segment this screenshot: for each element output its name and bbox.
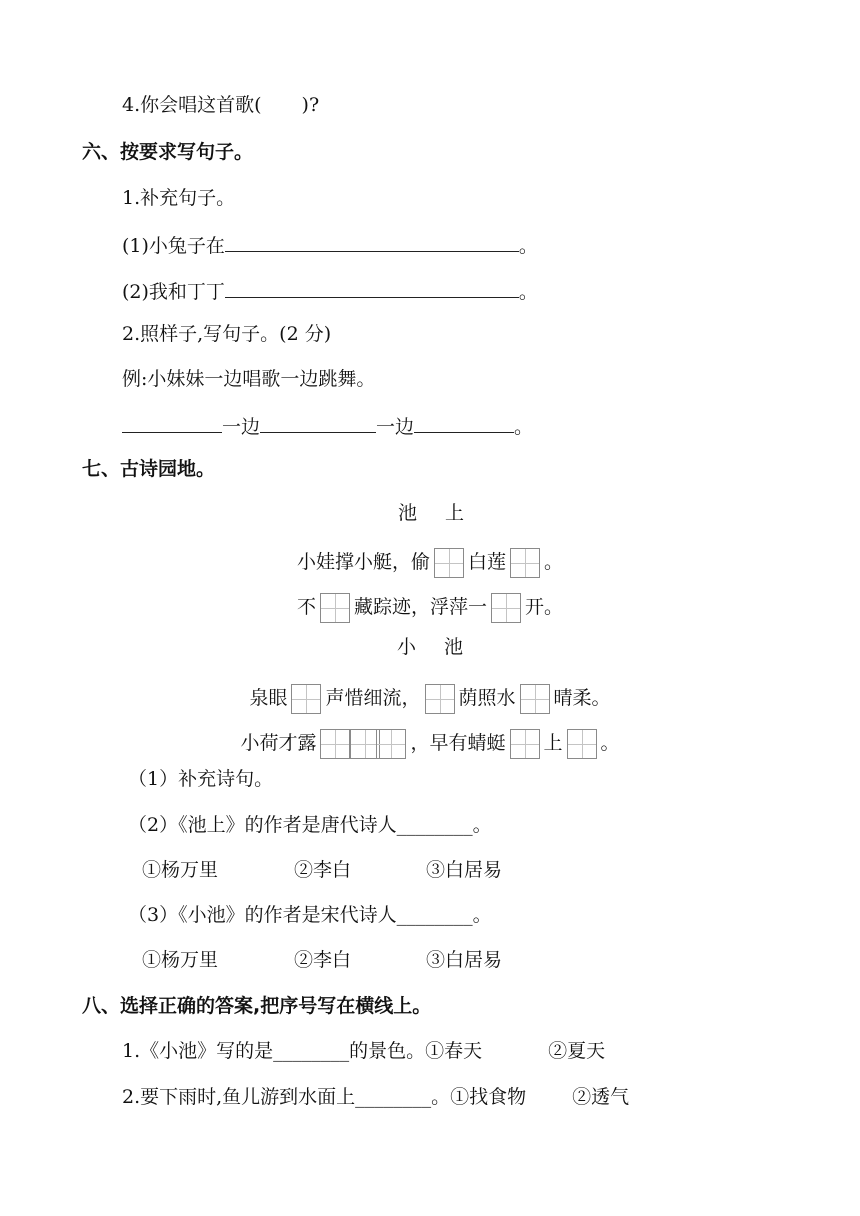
item-prefix: (2)我和丁丁 bbox=[122, 281, 225, 303]
poem-2-line-2: 小荷才露 ，早有蜻蜓 上 。 bbox=[0, 727, 860, 759]
answer-blank[interactable] bbox=[225, 277, 519, 298]
char-box[interactable] bbox=[567, 729, 597, 759]
option-1[interactable]: ①杨万里 bbox=[142, 949, 219, 971]
question-5-4 bbox=[122, 93, 319, 117]
s7-q2-options bbox=[142, 858, 502, 882]
option-2[interactable]: ②李白 bbox=[294, 949, 352, 971]
char-box[interactable] bbox=[434, 548, 464, 578]
item-suffix: 。 bbox=[518, 235, 538, 257]
s6-q1-item-1 bbox=[122, 231, 538, 258]
question-tail: )? bbox=[301, 94, 320, 116]
answer-blank-3[interactable] bbox=[414, 412, 514, 433]
poem-2-title: 小池 bbox=[396, 636, 491, 658]
s6-q1-item-2 bbox=[122, 277, 538, 304]
pattern-word-1: 一边 bbox=[222, 416, 261, 438]
section-7-title: 七、古诗园地。 bbox=[82, 458, 216, 480]
char-box[interactable] bbox=[320, 729, 350, 759]
s7-q3-options bbox=[142, 948, 502, 972]
char-box[interactable] bbox=[376, 729, 406, 759]
poem-1-title: 池上 bbox=[397, 502, 492, 524]
s7-question-2: （2）《池上》的作者是唐代诗人________。 bbox=[128, 814, 492, 836]
pattern-word-2: 一边 bbox=[376, 416, 415, 438]
question-text: 1.《小池》写的是________的景色。①春天 bbox=[122, 1040, 483, 1062]
char-box[interactable] bbox=[491, 593, 521, 623]
s8-question-1 bbox=[122, 1039, 605, 1063]
poem-1-line-2: 不 藏踪迹，浮萍一 开。 bbox=[0, 591, 860, 623]
s6-question-2: 2.照样子,写句子。(2 分) bbox=[122, 323, 332, 345]
option-1[interactable]: ①杨万里 bbox=[142, 859, 219, 881]
question-text: 4.你会唱这首歌( bbox=[122, 94, 262, 116]
answer-blank-2[interactable] bbox=[260, 412, 376, 433]
item-suffix: 。 bbox=[518, 281, 538, 303]
s6-question-1: 1.补充句子。 bbox=[122, 187, 236, 209]
s6-pattern-sentence bbox=[122, 412, 533, 439]
option-3[interactable]: ③白居易 bbox=[426, 949, 503, 971]
char-box[interactable] bbox=[510, 729, 540, 759]
pattern-end: 。 bbox=[514, 416, 534, 438]
poem-2-line-1: 泉眼 声惜细流， 荫照水 晴柔。 bbox=[0, 682, 860, 714]
s8-question-2 bbox=[122, 1085, 629, 1109]
char-box[interactable] bbox=[425, 684, 455, 714]
section-6-title: 六、按要求写句子。 bbox=[82, 141, 254, 163]
char-box[interactable] bbox=[320, 593, 350, 623]
poem-1-line-1: 小娃撑小艇，偷 白莲 。 bbox=[0, 546, 860, 578]
s7-question-3: （3）《小池》的作者是宋代诗人________。 bbox=[128, 904, 492, 926]
answer-blank-1[interactable] bbox=[122, 412, 222, 433]
char-box[interactable] bbox=[520, 684, 550, 714]
s7-question-1: （1）补充诗句。 bbox=[128, 768, 274, 790]
s6-example: 例:小妹妹一边唱歌一边跳舞。 bbox=[122, 368, 376, 390]
char-box[interactable] bbox=[510, 548, 540, 578]
char-box[interactable] bbox=[291, 684, 321, 714]
option-3[interactable]: ③白居易 bbox=[426, 859, 503, 881]
option-2[interactable]: ②李白 bbox=[294, 859, 352, 881]
option-2[interactable]: ②夏天 bbox=[548, 1040, 606, 1062]
answer-blank[interactable] bbox=[225, 231, 519, 252]
section-8-title: 八、选择正确的答案,把序号写在横线上。 bbox=[82, 995, 432, 1017]
option-2[interactable]: ②透气 bbox=[572, 1086, 630, 1108]
item-prefix: (1)小兔子在 bbox=[122, 235, 225, 257]
question-text: 2.要下雨时,鱼儿游到水面上________。①找食物 bbox=[122, 1086, 527, 1108]
